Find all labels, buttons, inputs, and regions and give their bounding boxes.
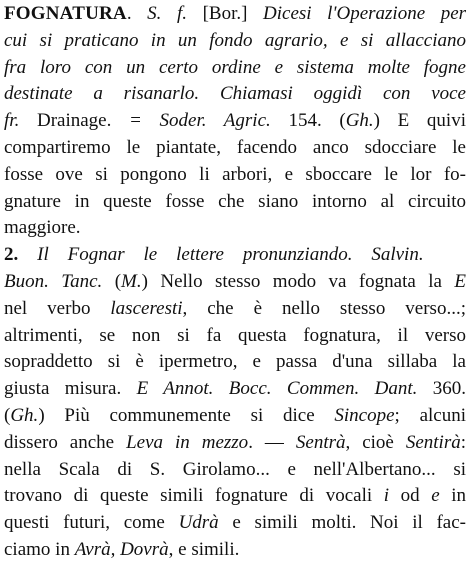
- text-run: 360.: [417, 378, 466, 400]
- text-line: [4, 269, 470, 296]
- text-line: [4, 296, 470, 323]
- text-run: sopraddetto si è ipermetro, e passa d'una sillaba la: [4, 351, 466, 373]
- text-line: [4, 189, 470, 216]
- text-run: Leva in mezzo: [126, 431, 249, 453]
- text-run: lasceresti: [110, 297, 183, 319]
- text-run: Buon. Tanc.: [4, 270, 103, 292]
- sense-number: 2.: [4, 244, 38, 266]
- text-run: S. f.: [147, 3, 188, 24]
- text-run: = Soder. Agric.: [129, 110, 271, 132]
- text-run: , che è nello stesso verso...;: [182, 297, 466, 319]
- text-line: [4, 537, 470, 564]
- text-line: [4, 483, 470, 510]
- text-run: Sentirà: [405, 431, 461, 453]
- text-run: E Annot. Bocc. Commen. Dant.: [136, 378, 418, 400]
- text-line: [4, 162, 470, 189]
- text-run: fosse ove si pongono li arbori, e sboccare le lor fo-: [4, 163, 466, 185]
- text-run: ) Nello stesso modo va fognata la: [141, 270, 455, 292]
- text-run: Gh.: [10, 404, 39, 426]
- text-run: fra loro con un certo ordine e sistema molte fogne: [4, 56, 466, 78]
- text-run: Il Fognar le lettere pronunziando. Salvin.: [37, 244, 424, 266]
- text-line: [4, 242, 470, 269]
- text-run: in: [439, 485, 467, 507]
- text-line: [4, 349, 470, 376]
- text-run: cui si praticano in un fondo agrario, e si allacciano: [4, 29, 466, 51]
- text-run: maggiore.: [4, 217, 81, 239]
- text-run: nella Scala di S. Girolamo... e nell'Albertano... si: [4, 458, 466, 480]
- text-run: , cioè: [345, 431, 406, 453]
- text-run: Udrà: [178, 512, 219, 534]
- text-run: Sincope: [334, 404, 395, 426]
- text-run: (: [4, 404, 11, 426]
- text-run: ciamo in: [4, 538, 75, 560]
- text-run: dissero anche: [4, 431, 127, 453]
- text-run: nel verbo: [4, 297, 111, 319]
- text-run: (: [102, 270, 122, 292]
- text-run: trovano di queste simili fognature di vocali: [4, 485, 384, 507]
- text-line: [4, 430, 470, 457]
- text-line: [4, 376, 470, 403]
- text-run: i: [383, 485, 390, 507]
- text-run: compartiremo le piantate, facendo anco sdocciare le: [4, 136, 466, 158]
- text-run: questi futuri, come: [4, 512, 179, 534]
- text-run: :: [460, 431, 467, 453]
- text-run: ; alcuni: [394, 404, 466, 426]
- text-line: [4, 403, 470, 430]
- text-run: e: [431, 485, 440, 507]
- text-run: .: [126, 3, 148, 24]
- text-run: , e simili.: [168, 538, 240, 560]
- text-line: [4, 215, 470, 242]
- text-run: M.: [121, 270, 142, 292]
- text-run: Sentrà: [295, 431, 346, 453]
- text-line: [4, 1, 470, 28]
- text-line: [4, 81, 470, 108]
- text-run: Drainage.: [19, 110, 130, 132]
- text-line: [4, 135, 470, 162]
- text-run: destinate a risanarlo. Chiamasi oggidì con voce: [4, 83, 466, 105]
- text-run: Dicesi l'Operazione per: [263, 3, 467, 24]
- text-run: gnature in queste fosse che siano intorno al circuito: [4, 190, 466, 212]
- text-run: . —: [248, 431, 296, 453]
- text-run: E: [454, 270, 466, 292]
- dictionary-entry-fognatura: [4, 1, 470, 564]
- text-run: altrimenti, se non si fa questa fognatura, il verso: [4, 324, 466, 346]
- text-run: Avrà, Dovrà: [74, 538, 169, 560]
- text-line: [4, 457, 470, 484]
- text-line: [4, 108, 470, 135]
- headword: FOGNATURA: [4, 3, 127, 24]
- text-line: [4, 510, 470, 537]
- text-line: [4, 28, 470, 55]
- text-line: [4, 55, 470, 82]
- text-run: fr.: [4, 110, 20, 132]
- text-run: ) E quivi: [373, 110, 466, 132]
- text-run: e simili molti. Noi il fac-: [218, 512, 466, 534]
- text-run: giusta misura.: [4, 378, 137, 400]
- text-run: od: [389, 485, 432, 507]
- text-run: Gh.: [345, 110, 374, 132]
- text-run: [Bor.]: [187, 3, 264, 24]
- text-run: ) Più communemente si dice: [38, 404, 335, 426]
- text-line: [4, 323, 470, 350]
- text-run: 154. (: [270, 110, 346, 132]
